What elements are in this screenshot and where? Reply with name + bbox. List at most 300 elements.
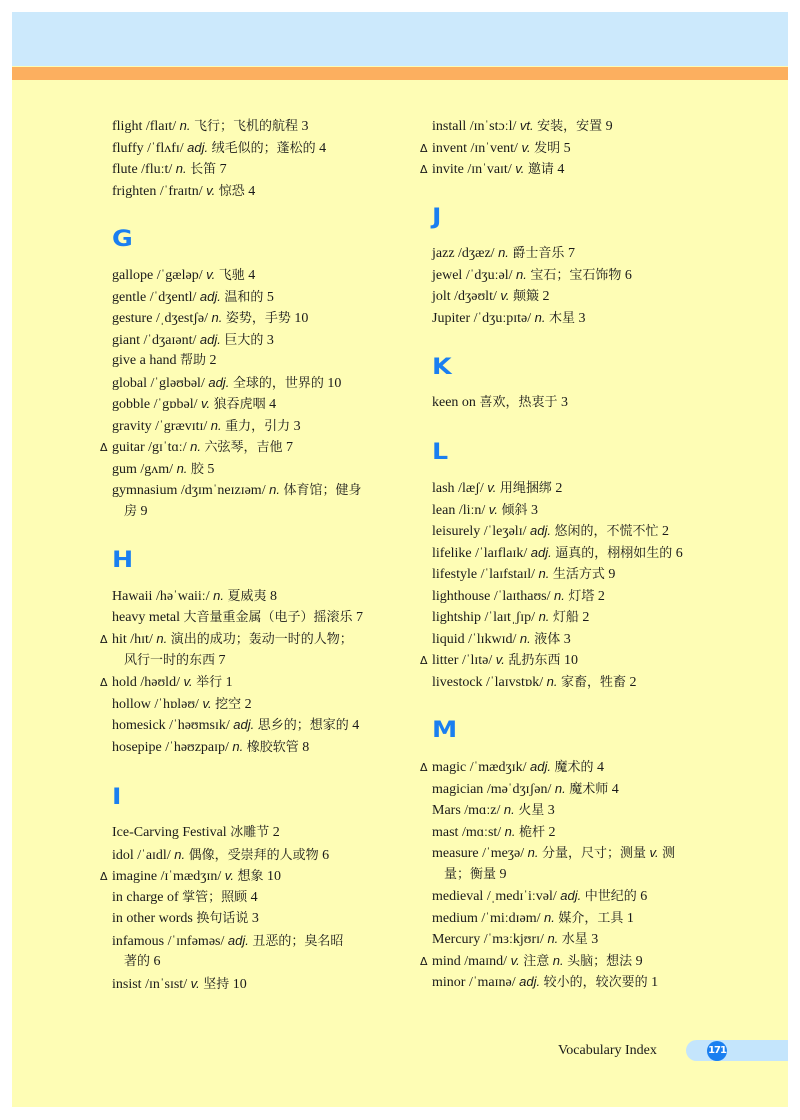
index-entry [112,610,363,626]
entry-unit-number: 10 [266,869,281,884]
entry-part-of-speech: adj. [233,717,255,732]
entry-word: gum [112,461,137,477]
entry-definition: 注意 [523,953,550,969]
entry-phonetic: /həʊld/ [140,675,180,690]
entry-word: flight [112,119,143,134]
index-entry [420,759,604,776]
entry-word: gymnasium [112,483,178,498]
letter-heading-m: M [432,718,458,743]
entry-definition: 姿势，手势 [225,311,291,326]
entry-unit-number: 6 [624,267,632,283]
entry-unit-number: 2 [661,524,669,539]
entry-word: gesture [112,311,153,326]
entry-definition: 偶像，受崇拜的人或物 [188,847,319,863]
entry-definition: 生活方式 [552,567,605,582]
footer-section-title: Vocabulary Index [558,1043,657,1058]
index-entry [112,353,217,369]
entry-phonetic: /hɪt/ [130,632,153,647]
header-stripe [12,67,788,80]
index-entry [432,395,568,411]
entry-definition: 夏威夷 [227,589,267,604]
entry-unit-number: 10 [232,976,247,992]
entry-part-of-speech: n. [176,460,188,476]
entry-definition: 邀请 [527,162,554,177]
entry-unit-number: 2 [209,353,217,368]
entry-definition: 挖空 [215,696,242,712]
entry-phonetic: /dʒɪmˈneɪzɪəm/ [180,483,266,498]
triangle-marker-icon: Δ [100,676,108,689]
entry-phonetic: /ˈdʒaɪənt/ [143,332,197,348]
letter-heading-k: K [432,355,452,380]
entry-part-of-speech: v. [206,182,216,198]
entry-phonetic: /ɪˈmædʒɪn/ [160,869,222,884]
entry-part-of-speech: n. [503,802,515,817]
entry-word: in charge of [112,889,179,905]
entry-unit-number: 2 [548,824,556,840]
entry-phonetic: /ɪnˈstɔːl/ [469,119,517,134]
index-entry [112,890,258,906]
entry-definition: 飞行；飞机的航程 [194,119,299,134]
index-entry [100,674,233,691]
entry-part-of-speech: n. [232,738,244,754]
entry-definition: 较小的，较次要的 [543,975,648,990]
index-entry [100,631,353,648]
entry-word: medium [432,910,478,926]
entry-definition: 大音量重金属（电子）摇滚乐 [183,609,353,625]
index-entry-continuation [444,867,507,883]
entry-part-of-speech: v. [510,952,520,968]
entry-unit-number: 2 [629,674,637,690]
entry-part-of-speech: v. [521,139,531,155]
entry-phonetic: /məˈdʒɪʃən/ [486,781,552,797]
entry-word: fluffy [112,140,144,156]
entry-phonetic: /ˈgrævɪtɪ/ [155,418,208,434]
entry-word: magician [432,781,484,797]
index-entry [432,802,555,819]
entry-word: lighthouse [432,588,491,604]
index-entry [100,868,281,885]
entry-part-of-speech: n. [527,845,539,860]
index-entry-continuation [124,954,161,970]
entry-phonetic: /ˈaɪdl/ [137,847,171,863]
letter-heading-j: J [432,205,442,230]
entry-definition: 媒介，工具 [558,910,624,926]
entry-unit-number: 4 [269,397,277,412]
letter-heading-g: G [112,227,133,252]
index-entry [432,910,634,927]
entry-word: gallope [112,268,154,283]
entry-part-of-speech: v. [183,674,193,689]
entry-definition: 惊恐 [218,183,245,199]
index-entry [432,502,538,519]
entry-word: gravity [112,418,152,434]
entry-word: minor [432,975,466,990]
entry-definition: 家畜，牲畜 [560,674,626,690]
entry-definition: 演出的成功；轰动一时的人物； [170,632,353,647]
entry-word: measure [432,846,479,861]
entry-definition: 灯塔 [568,588,595,604]
triangle-marker-icon: Δ [420,141,428,155]
index-entry [432,674,637,691]
entry-unit-number: 8 [269,589,277,604]
entry-definition: 液体 [534,631,561,647]
entry-definition: 重力，引力 [225,418,291,434]
entry-phonetic: /ɪnˈvent/ [470,140,518,156]
entry-part-of-speech: v. [488,501,498,517]
entry-unit-number: 2 [555,481,563,496]
entry-unit-number: 3 [266,332,274,348]
index-entry [112,696,252,713]
index-entry [432,931,598,948]
entry-phonetic: /ˈlaɪfstaɪl/ [480,567,536,582]
entry-part-of-speech: adj. [519,974,541,989]
entry-definition-continued: 著的 [124,954,151,969]
entry-word: invent [432,140,467,156]
entry-definition: 灯船 [552,610,579,625]
entry-word: livestock [432,674,483,690]
index-entry [112,289,274,306]
index-entry [112,267,255,284]
entry-definition: 举行 [196,675,223,690]
index-entry [112,825,280,841]
entry-part-of-speech: n. [210,417,222,433]
entry-unit-number: 2 [542,289,550,304]
entry-word: Ice-Carving Festival [112,825,227,840]
entry-definition: 木星 [549,310,576,326]
entry-definition: 六弦琴，吉他 [204,440,283,455]
entry-part-of-speech: adj. [530,759,551,774]
entry-definition-2: 测 [662,846,676,861]
entry-unit-number: 3 [301,119,309,134]
entry-unit-number: 3 [578,310,586,326]
entry-part-of-speech: n. [538,609,550,624]
entry-unit-number: 4 [611,781,619,797]
entry-word: hollow [112,696,151,712]
index-entry [432,310,586,327]
entry-unit-number: 7 [567,246,575,261]
entry-phonetic: /ˈdʒuːpɪtə/ [473,310,532,326]
index-entry [432,588,605,605]
entry-unit-number: 9 [608,567,616,582]
entry-word: imagine [112,869,158,884]
entry-unit-number: 9 [499,866,507,882]
entry-unit-number: 2 [272,825,280,840]
triangle-marker-icon: Δ [420,163,428,176]
letter-heading-l: L [432,440,449,465]
entry-phonetic: /ˈdʒuːəl/ [465,267,513,283]
index-entry [100,439,293,456]
entry-definition: 桅杆 [519,824,546,840]
entry-definition-continued: 房 [124,503,138,519]
index-entry [112,396,276,413]
entry-unit-number: 2 [597,588,605,604]
entry-part-of-speech: adj. [208,374,230,390]
entry-unit-number: 6 [322,847,330,863]
entry-unit-number: 3 [530,502,538,518]
index-entry [432,781,619,798]
entry-unit-number: 1 [225,675,233,690]
entry-phonetic: /ˈhəʊmsɪk/ [169,718,230,733]
entry-part-of-speech: v. [190,975,200,991]
entry-part-of-speech-2: v. [649,845,659,860]
entry-word: hit [112,632,127,647]
index-entry [432,480,562,497]
entry-definition: 逼真的，栩栩如生的 [555,545,673,561]
entry-definition: 绒毛似的；蓬松的 [211,140,316,156]
entry-part-of-speech: n. [269,482,280,497]
index-entry [112,717,359,734]
entry-word: hold [112,675,137,690]
entry-phonetic: /ˈɪnfəməs/ [167,933,225,949]
entry-unit-number: 10 [563,653,578,668]
entry-phonetic: /ˈgɒbəl/ [153,397,198,412]
index-entry [112,140,326,157]
entry-word: jewel [432,267,463,283]
entry-part-of-speech: adj. [227,932,249,948]
entry-definition: 悠闲的，不慌不忙 [554,524,659,539]
entry-word: homesick [112,718,166,733]
entry-phonetic: /mɑːst/ [461,824,502,840]
entry-part-of-speech: v. [500,288,510,303]
entry-part-of-speech: n. [538,566,550,581]
entry-unit-number: 1 [626,910,634,926]
entry-word: idol [112,847,134,863]
entry-word: Mercury [432,932,481,947]
entry-word: give a hand [112,353,177,368]
index-entry [432,845,675,862]
entry-part-of-speech: n. [519,630,531,646]
entry-part-of-speech: adj. [529,523,551,538]
entry-definition: 橡胶软管 [246,739,299,755]
entry-part-of-speech: n. [213,588,224,603]
index-entry [112,183,255,200]
entry-definition: 喜欢，热衷于 [479,395,558,410]
entry-word: Hawaii [112,589,153,604]
entry-word: heavy metal [112,609,181,625]
entry-definition: 体育馆；健身 [283,483,362,498]
entry-phonetic: /læʃ/ [458,481,484,496]
entry-unit-number: 3 [547,803,555,818]
entry-part-of-speech: n. [546,673,558,689]
entry-part-of-speech: v. [495,652,505,667]
entry-definition: 思乡的；想家的 [257,718,349,733]
index-entry [112,976,247,993]
entry-definition: 温和的 [224,289,264,305]
entry-definition: 水星 [561,932,588,947]
index-entry [112,118,309,135]
entry-definition: 坚持 [203,976,230,992]
entry-part-of-speech: v. [202,695,212,711]
entry-part-of-speech: n. [504,823,516,839]
entry-definition: 发明 [534,140,561,156]
entry-definition: 胶 [190,461,204,477]
entry-definition: 火星 [518,803,545,818]
entry-phonetic: /ˈflʌfɪ/ [147,140,184,156]
entry-word: mind [432,953,461,969]
entry-definition: 魔术师 [569,781,609,797]
entry-definition: 冰雕节 [230,825,270,840]
entry-phonetic: /ˌmedɪˈiːvəl/ [486,889,557,904]
entry-word: lifelike [432,545,472,561]
entry-word: lightship [432,610,482,625]
entry-phonetic: /mɑːz/ [464,803,501,818]
entry-unit-number: 6 [153,954,161,969]
index-entry [112,310,308,327]
entry-unit-number: 10 [294,311,309,326]
entry-definition: 长笛 [190,162,217,177]
entry-word: gobble [112,397,151,412]
entry-phonetic: /ˈmɜːkjʊrɪ/ [483,932,544,947]
triangle-marker-icon: Δ [100,441,108,454]
entry-definition: 飞驰 [218,268,245,283]
triangle-marker-icon: Δ [100,633,108,646]
entry-unit-number: 7 [219,162,227,177]
entry-unit-number: 2 [244,696,252,712]
index-entry [420,161,565,178]
entry-word: jazz [432,246,455,261]
entry-phonetic: /ˈlaɪflaɪk/ [475,545,528,561]
index-entry [112,461,214,478]
entry-unit-number: 4 [352,718,360,733]
entry-unit-number: 8 [302,739,310,755]
entry-part-of-speech: adj. [187,139,209,155]
entry-word: flute [112,162,138,177]
entry-word: litter [432,653,459,668]
page-number-badge: 171 [707,1041,727,1061]
entry-part-of-speech: n. [175,161,187,176]
entry-unit-number: 4 [596,760,604,775]
entry-phonetic: /ˈmeʒə/ [482,846,525,861]
entry-unit-number: 9 [605,119,613,134]
entry-phonetic: /ˈmædʒɪk/ [469,760,527,775]
entry-part-of-speech: n. [534,309,546,325]
entry-phonetic: /ˌdʒestʃə/ [155,311,209,326]
index-entry [112,588,277,605]
entry-part-of-speech: vt. [519,118,534,133]
entry-word: gentle [112,289,147,305]
triangle-marker-icon: Δ [420,761,428,774]
entry-unit-number: 4 [557,162,565,177]
entry-part-of-speech: n. [179,118,191,133]
entry-phonetic: /fluːt/ [141,162,173,177]
entry-unit-number: 6 [675,545,683,561]
index-entry [432,824,556,841]
entry-phonetic: /dʒəʊlt/ [454,289,497,304]
index-entry [432,288,550,305]
entry-part-of-speech: n. [211,310,223,325]
entry-word: global [112,375,147,391]
entry-definition: 爵士音乐 [512,246,565,261]
entry-phonetic: /ˈhəʊzpaɪp/ [165,739,229,755]
entry-part-of-speech: adj. [199,288,221,304]
entry-part-of-speech: v. [515,161,525,176]
entry-word: Jupiter [432,310,471,326]
entry-phonetic: /ɪnˈvaɪt/ [467,162,512,177]
index-entry [112,332,274,349]
entry-definition: 帮助 [180,353,207,368]
entry-phonetic: /ˈlaɪthaʊs/ [493,588,551,604]
index-entry [112,911,259,927]
entry-part-of-speech: v. [224,868,234,883]
index-entry [420,652,578,669]
entry-phonetic: /ˈlɪtə/ [461,653,493,668]
entry-phonetic: /ɪnˈsɪst/ [145,976,188,992]
entry-definition: 巨大的 [224,332,264,348]
entry-definition: 宝石；宝石饰物 [530,267,622,283]
letter-heading-i: I [112,785,122,810]
entry-unit-number: 3 [251,911,259,926]
entry-word: magic [432,760,467,775]
entry-definition: 魔术的 [554,760,594,775]
entry-phonetic: /ˈgləʊbəl/ [150,375,205,391]
entry-word: giant [112,332,140,348]
entry-definition: 分量，尺寸；测量 [541,846,646,861]
index-entry [432,267,632,284]
entry-part-of-speech: v. [487,480,497,495]
entry-phonetic: /ˈdʒentl/ [149,289,197,305]
entry-unit-number: 3 [293,418,301,434]
entry-phonetic: /ˈfraɪtn/ [159,183,203,199]
index-entry [432,631,571,648]
entry-phonetic: /flaɪt/ [145,119,177,134]
entry-part-of-speech: v. [200,396,211,411]
entry-unit-number: 2 [582,610,590,625]
page-number-tab [686,1040,788,1061]
entry-definition-continued: 量；衡量 [444,866,497,882]
entry-part-of-speech: adj. [560,888,582,903]
entry-part-of-speech: n. [544,909,555,925]
entry-phonetic: /ˈhɒləʊ/ [154,696,199,712]
triangle-marker-icon: Δ [420,654,428,667]
entry-definition-continued: 风行一时的东西 [124,652,216,668]
index-entry [112,739,309,756]
entry-part-of-speech: n. [547,931,559,946]
entry-unit-number: 4 [250,889,258,905]
entry-unit-number: 4 [248,268,256,283]
index-entry [432,566,615,583]
entry-word: guitar [112,440,145,455]
entry-word: liquid [432,631,465,647]
entry-phonetic: /dʒæz/ [458,246,495,261]
entry-unit-number: 9 [140,503,148,519]
index-entry [420,952,643,970]
entry-phonetic: /ˈmaɪnə/ [468,975,516,990]
letter-heading-h: H [112,548,134,573]
entry-part-of-speech: v. [206,267,216,282]
triangle-marker-icon: Δ [100,870,108,883]
index-entry [432,245,575,262]
entry-unit-number: 7 [218,652,226,668]
index-entry [432,118,613,135]
textbook-page [12,12,788,1107]
index-entry [112,482,361,499]
index-entry [112,847,329,864]
index-entry [432,888,647,905]
entry-definition: 中世纪的 [584,889,637,904]
entry-unit-number: 5 [563,140,571,156]
index-entry [432,609,589,626]
entry-definition: 倾斜 [501,502,528,518]
entry-definition: 安装，安置 [537,119,603,134]
triangle-marker-icon: Δ [420,954,428,968]
entry-definition: 用绳捆绑 [499,481,552,496]
entry-phonetic: /həˈwaiiː/ [155,589,210,604]
entry-word: lean [432,502,456,518]
entry-unit-number: 4 [319,140,327,156]
entry-unit-number: 1 [651,975,659,990]
index-entry [112,933,343,950]
index-entry-continuation [124,653,226,669]
